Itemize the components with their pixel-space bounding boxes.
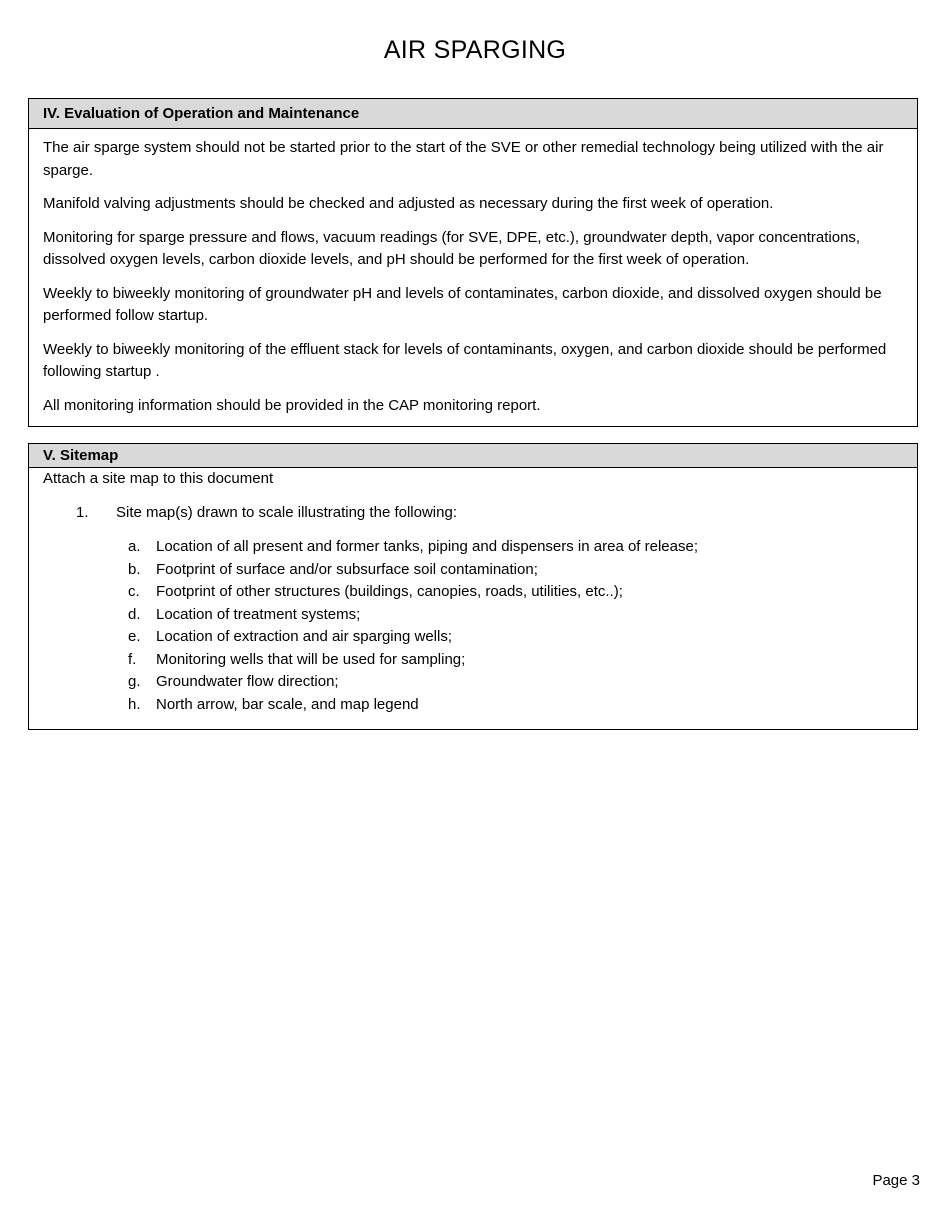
paragraph: All monitoring information should be provided in the CAP monitoring report. [43, 396, 541, 414]
page-number: Page 3 [872, 1172, 920, 1189]
paragraph: Monitoring for sparge pressure and flows, vacuum readings (for SVE, DPE, etc.), groundwater depth, vapor concentrations, dissolved oxygen levels, carbon dioxide levels, and pH should be performed for the first week of operation. [43, 228, 861, 268]
list-item [43, 536, 903, 559]
section-body [29, 468, 917, 716]
section-operation-maintenance [28, 98, 918, 427]
paragraph: The air sparge system should not be started prior to the start of the SVE or other remedial technology being utilized with the air sparge. [43, 139, 884, 179]
list-item [43, 649, 903, 672]
sitemap-intro: Attach a site map to this document [43, 470, 274, 487]
list-item [43, 604, 903, 627]
list-item [43, 626, 903, 649]
item-text: Footprint of other structures (buildings, canopies, roads, utilities, etc..); [156, 583, 623, 600]
item-letter: e. [128, 628, 141, 645]
section-sitemap [28, 443, 918, 730]
item-text: Site map(s) drawn to scale illustrating the following: [116, 504, 457, 521]
section-heading: V. Sitemap [29, 444, 917, 468]
item-text: Location of treatment systems; [156, 605, 361, 623]
paragraph: Manifold valving adjustments should be checked and adjusted as necessary during the first week of operation. [43, 195, 774, 212]
list-item [43, 559, 903, 582]
page-title: AIR SPARGING [383, 36, 567, 64]
item-text: Monitoring wells that will be used for sampling; [156, 650, 466, 668]
item-letter: h. [128, 695, 141, 713]
paragraph: Weekly to biweekly monitoring of groundwater pH and levels of contaminates, carbon dioxide, and dissolved oxygen should be performed follow startup. [43, 284, 882, 324]
list-item [43, 671, 903, 694]
item-letter: d. [128, 605, 141, 623]
item-text: Footprint of surface and/or subsurface soil contamination; [156, 560, 538, 578]
item-text: Groundwater flow direction; [156, 673, 339, 690]
numbered-item [43, 502, 903, 524]
item-text: Location of extraction and air sparging wells; [156, 628, 453, 645]
section-heading: IV. Evaluation of Operation and Maintenance [29, 99, 917, 129]
item-number: 1. [76, 504, 89, 521]
item-letter: c. [128, 583, 140, 600]
item-letter: b. [128, 560, 141, 578]
section-body [29, 129, 917, 417]
item-letter: g. [128, 673, 141, 690]
list-item [43, 694, 903, 717]
item-letter: a. [128, 538, 141, 555]
item-text: Location of all present and former tanks, piping and dispensers in area of release; [156, 538, 698, 555]
item-text: North arrow, bar scale, and map legend [156, 695, 419, 713]
paragraph: Weekly to biweekly monitoring of the effluent stack for levels of contaminants, oxygen, and carbon dioxide should be performed following startup . [43, 340, 887, 380]
sitemap-requirements-list [43, 536, 903, 716]
list-item [43, 581, 903, 604]
item-letter: f. [128, 650, 137, 668]
